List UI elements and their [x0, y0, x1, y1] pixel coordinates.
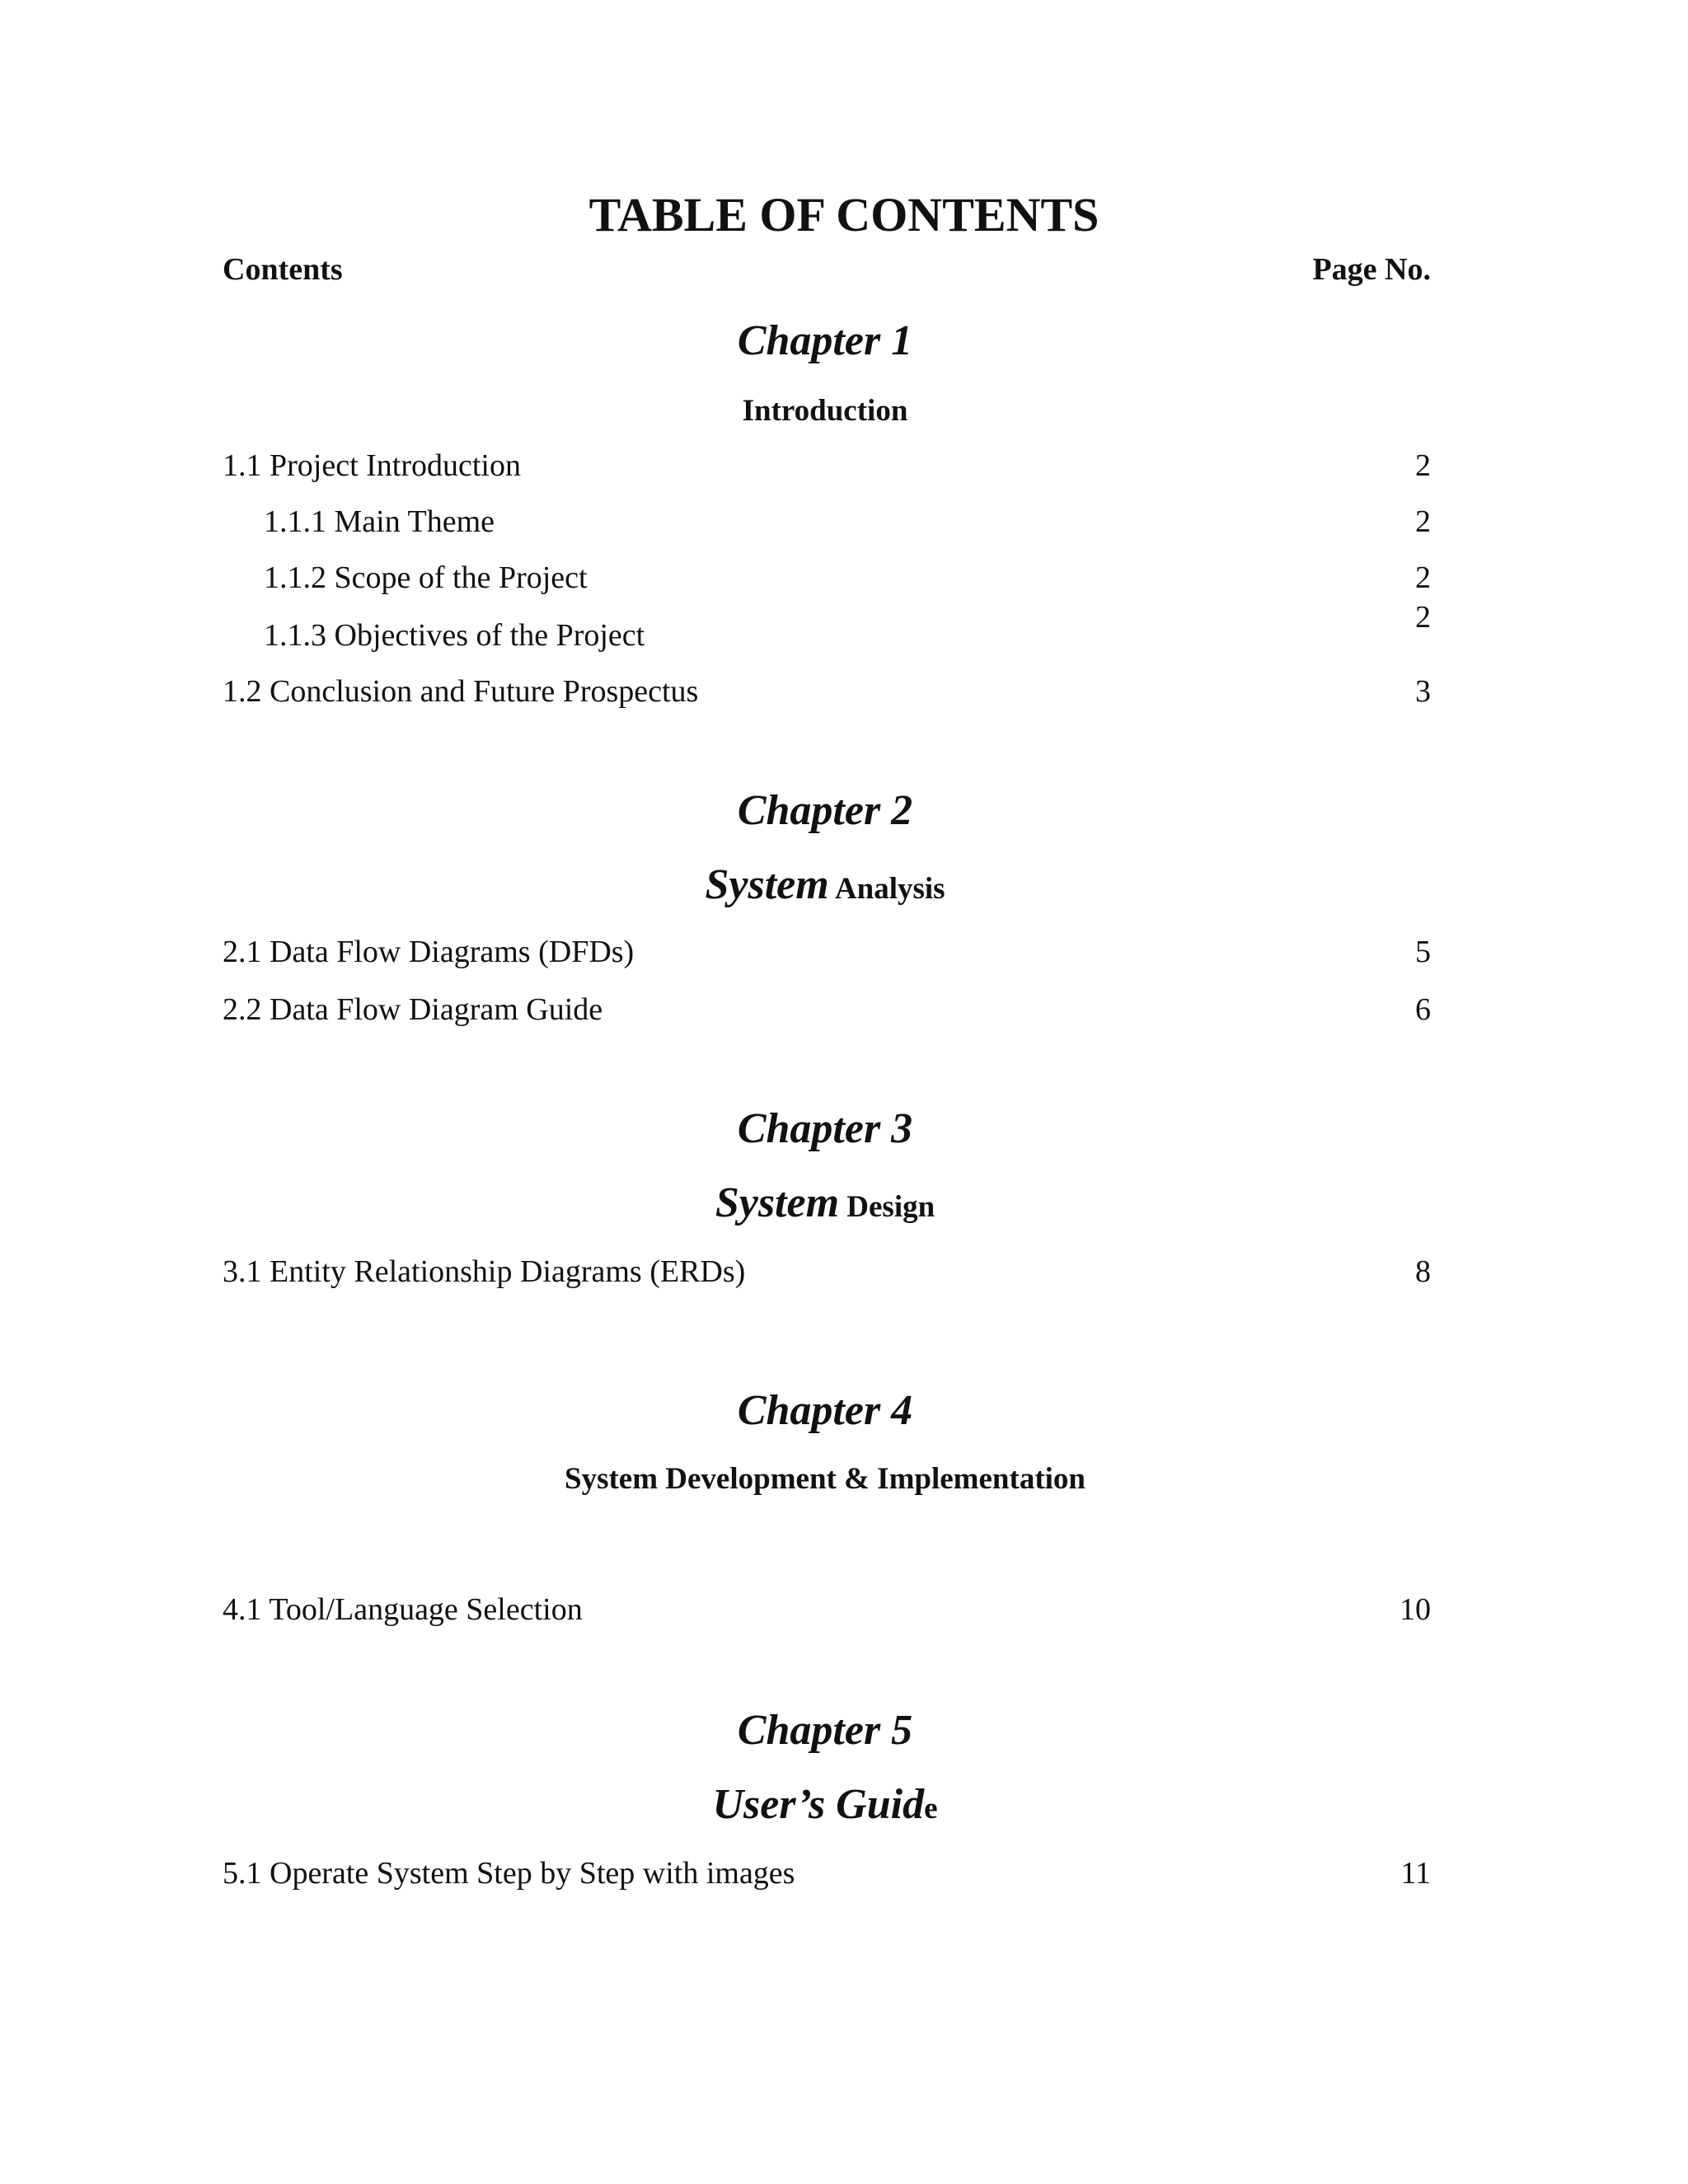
page-number-column-header: Page No. [1312, 252, 1431, 287]
toc-entry-5-1[interactable]: 5.1 Operate System Step by Step with images [223, 1856, 795, 1891]
chapter-1-subtitle: Introduction [742, 394, 908, 428]
chapter-2-subtitle-rest: Analysis [834, 872, 945, 906]
chapter-5-subtitle-lead: User’s Guid [712, 1781, 925, 1828]
chapter-5-subtitle-rest: e [924, 1792, 938, 1825]
toc-page-1-1-1: 2 [1415, 504, 1431, 539]
toc-page-3-1: 8 [1415, 1254, 1431, 1289]
toc-entry-4-1[interactable]: 4.1 Tool/Language Selection [223, 1592, 583, 1627]
toc-page-1-1: 2 [1415, 448, 1431, 483]
chapter-3-heading: Chapter 3 [737, 1105, 913, 1152]
chapter-4-heading: Chapter 4 [737, 1387, 913, 1434]
chapter-4-subtitle: System Development & Implementation [565, 1462, 1085, 1496]
chapter-2-subtitle-lead: System [705, 861, 829, 908]
toc-entry-3-1[interactable]: 3.1 Entity Relationship Diagrams (ERDs) [223, 1254, 746, 1289]
toc-page-5-1: 11 [1400, 1856, 1431, 1891]
toc-entry-1-1-3[interactable]: 1.1.3 Objectives of the Project [264, 618, 645, 653]
toc-page-4-1: 10 [1400, 1592, 1431, 1627]
toc-page-2-2: 6 [1415, 992, 1431, 1027]
chapter-3-subtitle-lead: System [715, 1179, 840, 1226]
toc-entry-1-2[interactable]: 1.2 Conclusion and Future Prospectus [223, 674, 699, 709]
toc-page-1-1-2: 2 [1415, 560, 1431, 595]
toc-page-2-1: 5 [1415, 935, 1431, 969]
chapter-2-subtitle [0, 861, 1650, 908]
chapter-1-heading: Chapter 1 [737, 317, 913, 364]
toc-entry-1-1-2[interactable]: 1.1.2 Scope of the Project [264, 560, 588, 595]
chapter-2-heading: Chapter 2 [737, 787, 913, 834]
toc-entry-2-2[interactable]: 2.2 Data Flow Diagram Guide [223, 992, 603, 1027]
chapter-3-subtitle [0, 1179, 1650, 1226]
contents-column-header: Contents [223, 252, 343, 287]
toc-entry-1-1[interactable]: 1.1 Project Introduction [223, 448, 521, 483]
toc-page-1-1-3: 2 [1415, 600, 1431, 635]
chapter-3-subtitle-rest: Design [846, 1190, 935, 1224]
page-title: TABLE OF CONTENTS [588, 188, 1100, 241]
toc-entry-1-1-1[interactable]: 1.1.1 Main Theme [264, 504, 495, 539]
chapter-5-heading: Chapter 5 [737, 1707, 913, 1754]
toc-entry-2-1[interactable]: 2.1 Data Flow Diagrams (DFDs) [223, 935, 635, 969]
toc-page-1-2: 3 [1415, 674, 1431, 709]
chapter-5-subtitle [0, 1783, 1650, 1826]
